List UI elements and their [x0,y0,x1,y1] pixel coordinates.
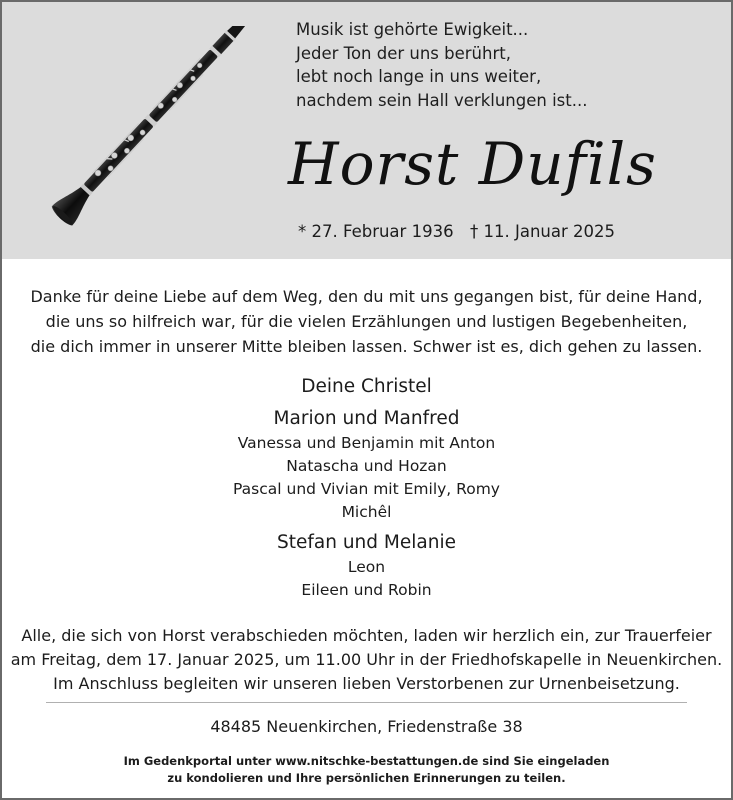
thanks-line: Danke für deine Liebe auf dem Weg, den du mit uns gegangen bist, für deine Hand, [30,287,703,306]
deceased-name: Horst Dufils [288,130,657,198]
family-member: Eileen und Robin [301,581,432,599]
memorial-portal-note [2,753,731,787]
family-member: Vanessa und Benjamin mit Anton [237,434,496,452]
thanks-text [2,284,731,359]
family-member: Michêl [341,503,392,521]
invite-line: am Freitag, dem 17. Januar 2025, um 11.00 Uhr in der Friedhofskapelle in Neuenkirchen. [10,650,723,669]
family-member: Pascal und Vivian mit Emily, Romy [233,480,500,498]
poem-line: Musik ist gehörte Ewigkeit... [296,20,529,39]
family-group-head: Marion und Manfred [273,408,460,429]
invite-line: Alle, die sich von Horst verabschieden möchten, laden wir herzlich ein, zur Trauerfeier [21,626,712,645]
poem-line: Jeder Ton der uns berührt, [296,43,511,63]
clarinet-icon [42,26,262,246]
invite-line: Im Anschluss begleiten wir unseren lieben Verstorbenen zur Urnenbeisetzung. [53,674,680,693]
death-date: † 11. Januar 2025 [470,222,616,241]
family-group-head: Stefan und Melanie [277,532,456,553]
portal-line: Im Gedenkportal unter www.nitschke-bestattungen.de sind Sie eingeladen [123,754,610,768]
poem-line: lebt noch lange in uns weiter, [296,67,542,86]
address: 48485 Neuenkirchen, Friedenstraße 38 [210,717,523,736]
birth-date: * 27. Februar 1936 [298,222,454,241]
header-panel [2,2,731,259]
family-member: Leon [347,558,386,576]
poem-line: nachdem sein Hall verklungen ist... [296,90,588,110]
family-member: Natascha und Hozan [286,457,447,475]
funeral-invitation [2,624,731,696]
family-list [2,374,731,602]
thanks-line: die uns so hilfreich war, für die vielen Erzählungen und lustigen Begebenheiten, [45,312,688,331]
portal-line: zu kondolieren und Ihre persönlichen Erinnerungen zu teilen. [167,771,566,785]
poem [296,18,587,112]
divider [46,702,687,703]
thanks-line: die dich immer in unserer Mitte bleiben lassen. Schwer ist es, dich gehen zu lassen. [30,337,703,356]
spouse-name: Deine Christel [301,376,432,397]
